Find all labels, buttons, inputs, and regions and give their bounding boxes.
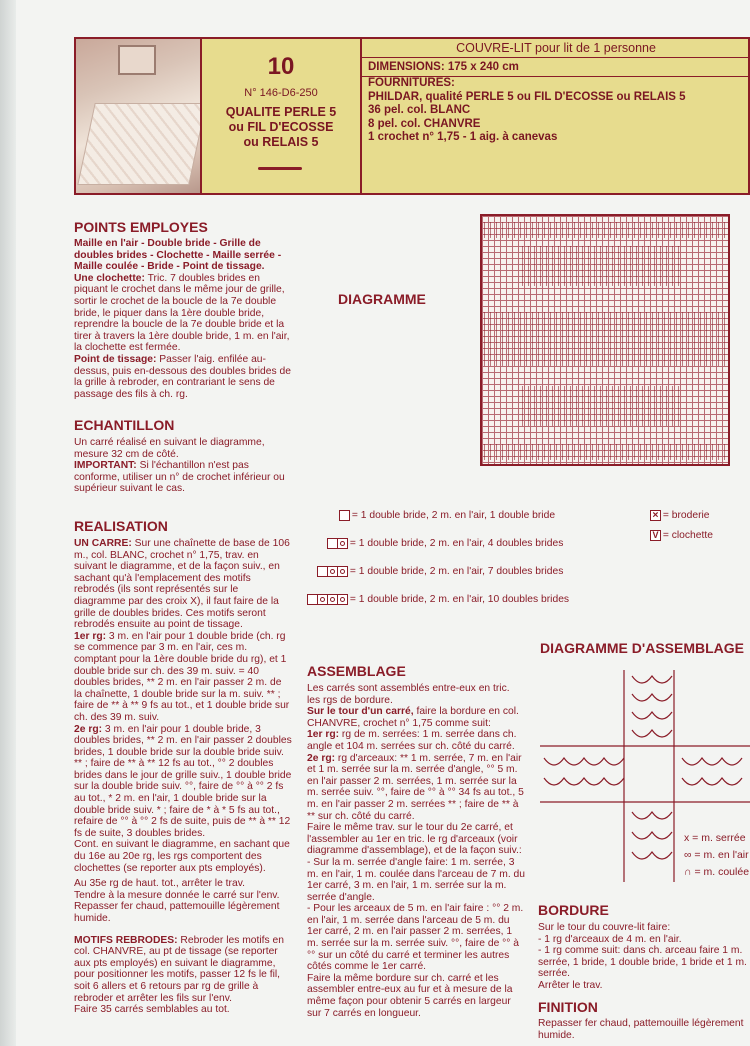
legend-symbol [337, 594, 348, 605]
supplies-line: PHILDAR, qualité PERLE 5 ou FIL D'ECOSSE ou RELAIS 5 [368, 90, 686, 103]
legend-symbol [339, 510, 350, 521]
legend-symbol [337, 566, 348, 577]
rang1-label: 1er rg: [74, 630, 107, 642]
legend-row [327, 538, 599, 550]
broderie-symbol: × [650, 510, 661, 521]
chart-pattern [484, 222, 726, 238]
chart-pattern [484, 312, 726, 366]
rang2-text: 3 m. en l'air pour 1 double bride, 3 doubles brides, ** 2 m. en l'air passer 2 doubles brides, 1 double bride sur la double bride suiv. ** ; faire de ** à ** 12 fs au tot., °° 2 doubles brides dans le jour de grille suiv., 1 double bride sur la double bride suiv. °°, faire de °° à °° 2 fs au tot., * 2 m. en l'air, 1 double bride sur la double bride suiv. * ; faire de * à * 5 fs au tot., refaire de °° à °° 2 fs de suite, puis de ** à ** 12 fs de suite, 3 doubles brides. [74, 723, 292, 839]
bordure-text [538, 922, 748, 992]
echantillon-heading: ECHANTILLON [74, 417, 175, 433]
supplies-line: 8 pel. col. CHANVRE [368, 117, 481, 130]
a-rang2-label: 2e rg: [307, 752, 336, 764]
clochette-legend-text: = clochette [662, 530, 713, 542]
quality-line: ou RELAIS 5 [243, 135, 319, 149]
join-text: Faire la même bordure sur ch. carré et les assembler entre-eux au fur et à mesure de la même façon pour obtenir 5 carrés en largeur sur 7 carrés en longueur. [307, 972, 513, 1019]
legend-text: = 1 double bride, 2 m. en l'air, 4 doubles brides [349, 538, 564, 550]
a-rang1-label: 1er rg: [307, 729, 340, 741]
pattern-info [362, 39, 750, 193]
crochet-chart-grid [480, 214, 730, 466]
assembly-legend-item: x = m. serrée [684, 832, 746, 844]
assembly-legend-item: ∩ = m. coulée [684, 866, 750, 878]
press-text: Tendre à la mesure donnée le carré sur l'env. Repasser fer chaud, pattemouille légèrement humide. [74, 889, 280, 924]
motifs-label: MOTIFS REBRODES: [74, 934, 178, 946]
a-rang1-text: rg de m. serrées: 1 m. serrée dans ch. angle et 104 m. serrées sur ch. côté du carré. [307, 729, 517, 752]
legend-row [650, 530, 713, 542]
tour-text: faire la bordure en col. CHANVRE, crochet n° 1,75 comme suit: [307, 706, 519, 729]
points-list: Maille en l'air - Double bride - Grille de doubles brides - Clochette - Maille serrée - Maille coulée - Bride - Point de tissage. [74, 238, 282, 273]
chart-pattern [522, 386, 682, 426]
legend-row [307, 594, 599, 606]
chart-pattern [484, 444, 726, 460]
quality-line: ou FIL D'ECOSSE [228, 120, 334, 134]
bordure-line: - 1 rg d'arceaux de 4 m. en l'air. [538, 933, 682, 945]
legend-row [339, 510, 599, 522]
legend-row [317, 566, 599, 578]
bordure-line: Arrêter le trav. [538, 979, 603, 991]
diag-assemblage-heading: DIAGRAMME D'ASSEMBLAGE [540, 640, 744, 656]
tissage-label: Point de tissage: [74, 353, 157, 365]
echantillon-text [74, 437, 292, 495]
assemblage-text [307, 683, 525, 1019]
bedspread-photo [76, 39, 202, 193]
finition-text: Repasser fer chaud, pattemouille légèrement humide. [538, 1018, 744, 1041]
carre-text: Sur une chaînette de base de 106 m., col. BLANC, crochet n° 1,75, trav. en suivant le diagramme, et de la façon suiv., en sachant qu'à l'emplacement des motifs rebrodés (ils sont représentés sur le diagramme par des croix X), il faut faire de la grille de doubles brides. Ces motifs seront rebrodés ensuite au point de tissage. [74, 538, 290, 631]
arches-text: - Pour les arceaux de 5 m. en l'air faire : °° 2 m. en l'air, 1 m. serrée dans l'arceau de 5 m. du 1er carré, 2 m. en l'air passer 2 m. serrées, 1 m. serrée sur la m. serrée suiv. °°, faire de °° à °° sur un côté du carré et terminer les autres côtés comme le 1er carré. [307, 903, 524, 973]
motifs-text: Rebroder les motifs en col. CHANVRE, au pt de tissage (se reporter aux pts employés) en suivant le diagramme, pour positionner les motifs, passer 12 fs le fil, soit 6 allers et 6 retours par rg de grille à rebroder et arrêter les fils sur l'env. [74, 934, 284, 1004]
supplies-line: 1 crochet n° 1,75 - 1 aig. à canevas [368, 131, 558, 143]
points-heading: POINTS EMPLOYES [74, 219, 208, 235]
legend-text: = 1 double bride, 2 m. en l'air, 7 doubles brides [349, 566, 564, 578]
supplies-line: 36 pel. col. BLANC [368, 104, 471, 116]
important-text: Si l'échantillon n'est pas conforme, utiliser un n° de crochet inférieur ou supérieur suivant le cas. [74, 460, 285, 495]
crochet-hook-icon [258, 167, 302, 170]
photo-bedspread [77, 103, 202, 185]
points-text [74, 238, 292, 400]
realisation-heading: REALISATION [74, 518, 168, 534]
legend-symbol [337, 538, 348, 549]
bordure-heading: BORDURE [538, 902, 609, 918]
legend-text: = 1 double bride, 2 m. en l'air, 10 doubles brides [349, 594, 570, 606]
pattern-title: COUVRE-LIT pour lit de 1 personne [362, 39, 750, 58]
rang2-label: 2e rg: [74, 723, 103, 735]
diagramme-label: DIAGRAMME [338, 291, 426, 307]
dimensions: DIMENSIONS: 175 x 240 cm [362, 58, 750, 77]
header-box [74, 37, 750, 195]
clochette-text: Tric. 7 doubles brides en piquant le crochet dans le même jour de grille, sortir le crochet de la boucle de la 7e double bride, le piquer dans la 1ère double bride, reprendre la boucle de la 7e double bride et la tirer à travers la 1ère double bride, 1 m. en l'air, la clochette est fermée. [74, 272, 290, 354]
clochette-label: Une clochette: [74, 272, 145, 284]
important-label: IMPORTANT: [74, 460, 137, 472]
corner-text: - Sur la m. serrée d'angle faire: 1 m. serrée, 3 m. en l'air, 1 m. coulée dans l'arceau de 7 m. du 1er carré, 3 m. en l'air, 1 m. serrée sur la m. serrée d'angle. [307, 856, 525, 903]
chart-pattern [522, 246, 682, 286]
a-rang2-text: rg d'arceaux: ** 1 m. serrée, 7 m. en l'air et 1 m. serrée sur la m. serrée d'angle, °° 5 m. en l'air passer 2 m. serrées, 1 m. serrée sur la m. serrée suiv. °°, faire de °° à °° 34 fs au tot., 5 m. en l'air passer 2 m. serrées ** ; faire de ** à ** sur ch. côté du carré. [307, 752, 524, 822]
clochette-symbol: V [650, 530, 661, 541]
page-binding [0, 0, 16, 1046]
tissage-text: Passer l'aig. enfilée au-dessus, puis en-dessous des doubles brides de la grille à rebroder, en contrariant le sens de passage des fils à ch. rg. [74, 353, 291, 400]
finition-heading: FINITION [538, 999, 598, 1015]
stop-text: Au 35e rg de haut. tot., arrêter le trav. [74, 878, 245, 890]
legend-row [650, 510, 710, 522]
continue-text: Cont. en suivant le diagramme, en sachant que du 16e au 20e rg, les rgs comportent des clochettes (se reporter aux pts employés). [74, 839, 290, 874]
model-reference: N° 146-D6-250 [244, 87, 318, 99]
tour-label: Sur le tour d'un carré, [307, 706, 414, 718]
legend-text: = 1 double bride, 2 m. en l'air, 1 double bride [351, 510, 556, 522]
assemblage-intro: Les carrés sont assemblés entre-eux en tric. les rgs de bordure. [307, 683, 510, 706]
quality-text [202, 105, 360, 150]
bordure-line: - 1 rg comme suit: dans ch. arceau faire 1 m. serrée, 1 bride, 1 double bride, 1 bride et 1 m. serrée. [538, 945, 747, 980]
bordure-line: Sur le tour du couvre-lit faire: [538, 922, 671, 933]
echantillon-line: Un carré réalisé en suivant le diagramme, mesure 32 cm de côté. [74, 437, 265, 460]
realisation-text [74, 538, 292, 1016]
assembly-legend-item: ∞ = m. en l'air [684, 849, 749, 861]
broderie-text: = broderie [662, 510, 710, 522]
total-squares-text: Faire 35 carrés semblables au tot. [74, 1004, 230, 1016]
model-number: 10 [267, 53, 295, 80]
photo-window [118, 45, 156, 75]
quality-line: QUALITE PERLE 5 [225, 105, 337, 119]
rang1-text: 3 m. en l'air pour 1 double bride (ch. rg se commence par 3 m. en l'air, ces m. comptant pour la 1ère double bride du rg), et 1 double bride sur ch. des 39 m. suiv. = 40 doubles brides, ** 2 m. en l'air passer 2 m. de la chaînette, 1 double bride sur la m. suiv. ** ; faire de ** à ** 9 fs au tot., et 1 double bride sur ch. des 39 m. suiv. [74, 630, 290, 723]
supplies-line: FOURNITURES: [368, 77, 455, 89]
second-square-text: Faire le même trav. sur le tour du 2e carré, et l'assembler au 1er en tric. le rg d'arceaux (voir diagramme d'assemblage), et de la façon suiv.: [307, 822, 522, 857]
model-number-panel [202, 39, 362, 193]
assemblage-heading: ASSEMBLAGE [307, 663, 406, 679]
carre-label: UN CARRE: [74, 538, 132, 549]
